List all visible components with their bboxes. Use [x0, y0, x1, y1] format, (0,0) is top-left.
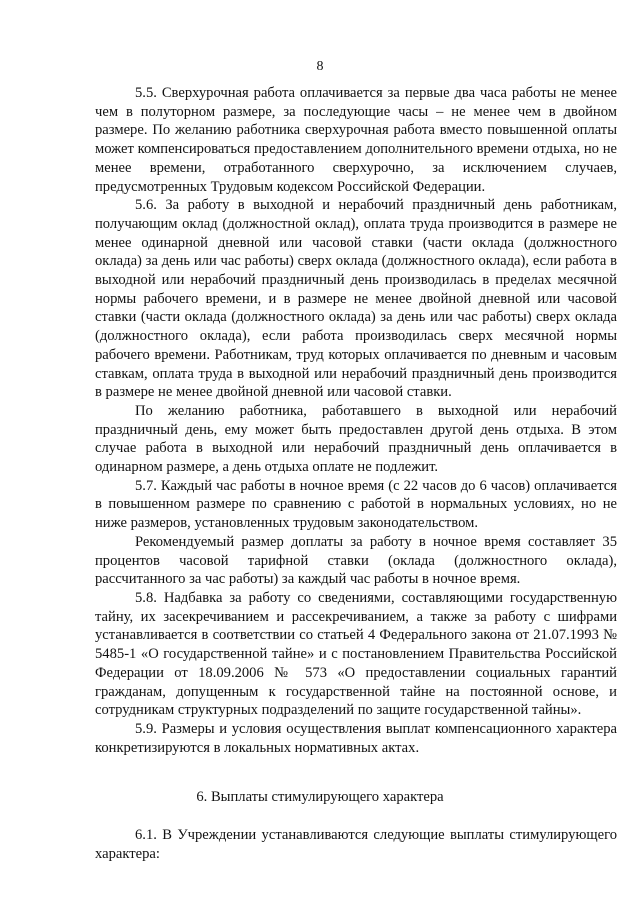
paragraph-5-5: 5.5. Сверхурочная работа оплачивается за первые два часа работы не менее чем в полуторном размере, за последующие часы – не менее чем в двойном размере. По желанию работника сверхурочная работа вместо повышенной оплаты может компенсироваться предоставлением дополнительного времени отдыха, но не менее времени, отработанного сверхурочно, за исключением случаев, предусмотренных Трудовым кодексом Российской Федерации.	[95, 85, 617, 195]
paragraph-5-6: 5.6. За работу в выходной и нерабочий праздничный день работникам, получающим оклад (должностной оклад), оплата труда производится в размере не менее одинарной дневной или часовой ставки (части оклада (должностного оклада) за день или час работы) сверх оклада (должностного оклада), если работа в выходной или нерабочий праздничный день производилась в пределах месячной нормы рабочего времени, и в размере не менее двойной дневной или часовой ставки (части оклада (должностного оклада) за день или час работы) сверх оклада (должностного оклада), если работа производилась сверх месячной нормы рабочего времени. Работникам, труд которых оплачивается по дневным и часовым ставкам, оплата труда в выходной или нерабочий праздничный день производится в размере не менее двойной дневной или часовой ставки.	[95, 197, 617, 401]
body-block-1	[95, 84, 617, 757]
page-number: 8	[316, 59, 324, 74]
paragraph-5-8: 5.8. Надбавка за работу со сведениями, составляющими государственную тайну, их засекречиванием и рассекречиванием, а также за работу с шифрами устанавливается в соответствии со статьей 4 Федерального закона от 21.07.1993 № 5485-1 «О государственной тайне» и с постановлением Правительства Российской Федерации от 18.09.2006 № 573 «О предоставлении социальных гарантий гражданам, допущенным к государственной тайне на постоянной основе, и сотрудникам структурных подразделений по защите государственной тайны».	[95, 589, 617, 719]
paragraph-5-9: 5.9. Размеры и условия осуществления выплат компенсационного характера конкретизируются в локальных нормативных актах.	[95, 720, 617, 756]
paragraph-5-7-cont: Рекомендуемый размер доплаты за работу в ночное время составляет 35 процентов часовой тарифной ставки (оклада (должностного оклада), рассчитанного за час работы) за каждый час работы в ночное время.	[95, 533, 617, 588]
paragraph-6-1: 6.1. В Учреждении устанавливаются следующие выплаты стимулирующего характера:	[95, 827, 617, 862]
section-heading: 6. Выплаты стимулирующего характера	[196, 789, 444, 805]
paragraph-5-7: 5.7. Каждый час работы в ночное время (с 22 часов до 6 часов) оплачивается в повышенном размере по сравнению с работой в нормальных условиях, но не ниже размеров, установленных трудовым законодательством.	[95, 477, 617, 532]
paragraph-5-6-cont: По желанию работника, работавшего в выходной или нерабочий праздничный день, ему может быть предоставлен другой день отдыха. В этом случае работа в выходной или нерабочий праздничный день оплачивается в одинарном размере, а день отдыха оплате не подлежит.	[95, 402, 617, 476]
body-block-2	[95, 826, 617, 863]
